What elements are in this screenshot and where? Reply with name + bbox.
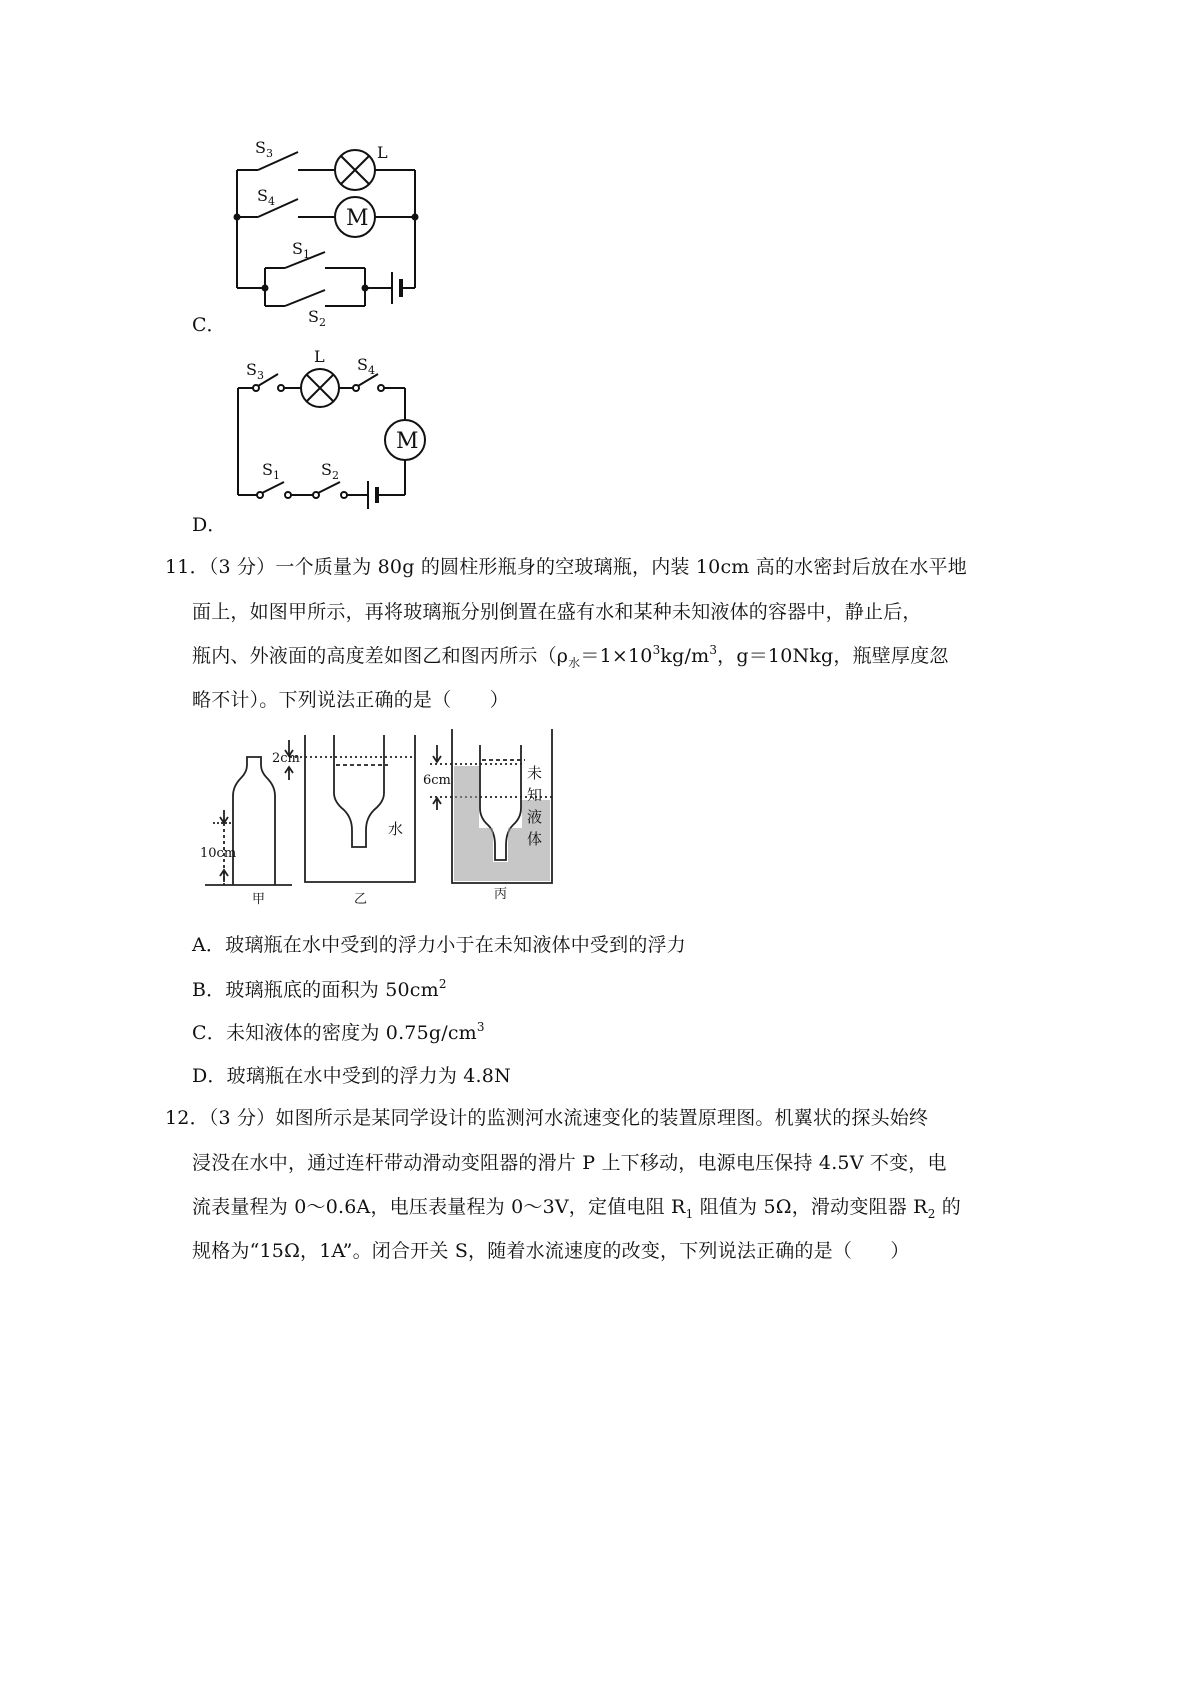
q12-stem-line1: 12．（3 分）如图所示是某同学设计的监测河水流速变化的装置原理图。机翼状的探头始终 [165, 1107, 929, 1129]
circuit-diagram-d [225, 340, 435, 520]
label-unknown-4: 体 [527, 830, 543, 848]
q11-stem-line4: 略不计）。下列说法正确的是（ ） [192, 689, 509, 711]
label-water: 水 [388, 820, 404, 838]
motor-label: M [396, 429, 419, 454]
circuit-diagram-c [225, 130, 435, 330]
label-unknown-2: 知 [527, 786, 543, 804]
switch-label-s1: $S_1$ [292, 239, 310, 261]
q11-option-c: C．未知液体的密度为 $0.75g/cm^3$ [192, 1020, 485, 1044]
q11-option-a: A．玻璃瓶在水中受到的浮力小于在未知液体中受到的浮力 [192, 934, 686, 956]
q12-stem-line2: 浸没在水中，通过连杆带动滑动变阻器的滑片 P 上下移动，电源电压保持 4.5V 不变，电 [192, 1152, 947, 1174]
q11-option-d: D．玻璃瓶在水中受到的浮力为 4.8N [192, 1065, 511, 1087]
option-label-c: C． [192, 314, 226, 336]
label-bing: 丙 [494, 887, 508, 902]
switch-label-s1: $S_1$ [262, 460, 280, 482]
q12-stem-line3: 流表量程为 0～0.6A，电压表量程为 0～3V，定值电阻 $R_1$ 阻值为 5Ω，滑动变阻器 $R_2$ 的 [192, 1196, 961, 1221]
label-yi: 乙 [354, 892, 368, 907]
switch-label-s3: $S_3$ [255, 138, 273, 160]
q11-stem-line3: 瓶内、外液面的高度差如图乙和图丙所示（$\rho_水=1\times 10^3kg/m^3$，g＝10Nkg，瓶壁厚度忽 [192, 643, 949, 670]
switch-label-s4: $S_4$ [257, 186, 275, 208]
switch-label-s3: $S_3$ [246, 360, 264, 382]
label-jia: 甲 [252, 892, 266, 907]
switch-label-s2: $S_2$ [321, 460, 339, 482]
q11-stem-line2: 面上，如图甲所示，再将玻璃瓶分别倒置在盛有水和某种未知液体的容器中，静止后， [192, 601, 922, 623]
switch-label-s2: $S_2$ [308, 307, 326, 329]
label-10cm: 10cm [200, 846, 237, 861]
q11-stem-line1: 11．（3 分）一个质量为 80g 的圆柱形瓶身的空玻璃瓶，内装 10cm 高的水密封后放在水平地 [165, 556, 967, 578]
option-label-d: D． [192, 514, 227, 536]
bottle-figure [195, 725, 565, 910]
label-6cm: 6cm [423, 773, 451, 788]
switch-label-s4: $S_4$ [357, 355, 375, 377]
label-unknown-1: 未 [527, 764, 543, 782]
lamp-label: L [377, 143, 388, 162]
q12-stem-line4: 规格为“15Ω，1A”。闭合开关 S，随着水流速度的改变，下列说法正确的是（ ） [192, 1240, 910, 1262]
lamp-label: L [314, 347, 325, 366]
q11-option-b: B．玻璃瓶底的面积为 $50cm^2$ [192, 977, 447, 1001]
label-unknown-3: 液 [527, 808, 543, 826]
label-2cm: 2cm [272, 751, 300, 766]
motor-label: M [346, 206, 369, 231]
